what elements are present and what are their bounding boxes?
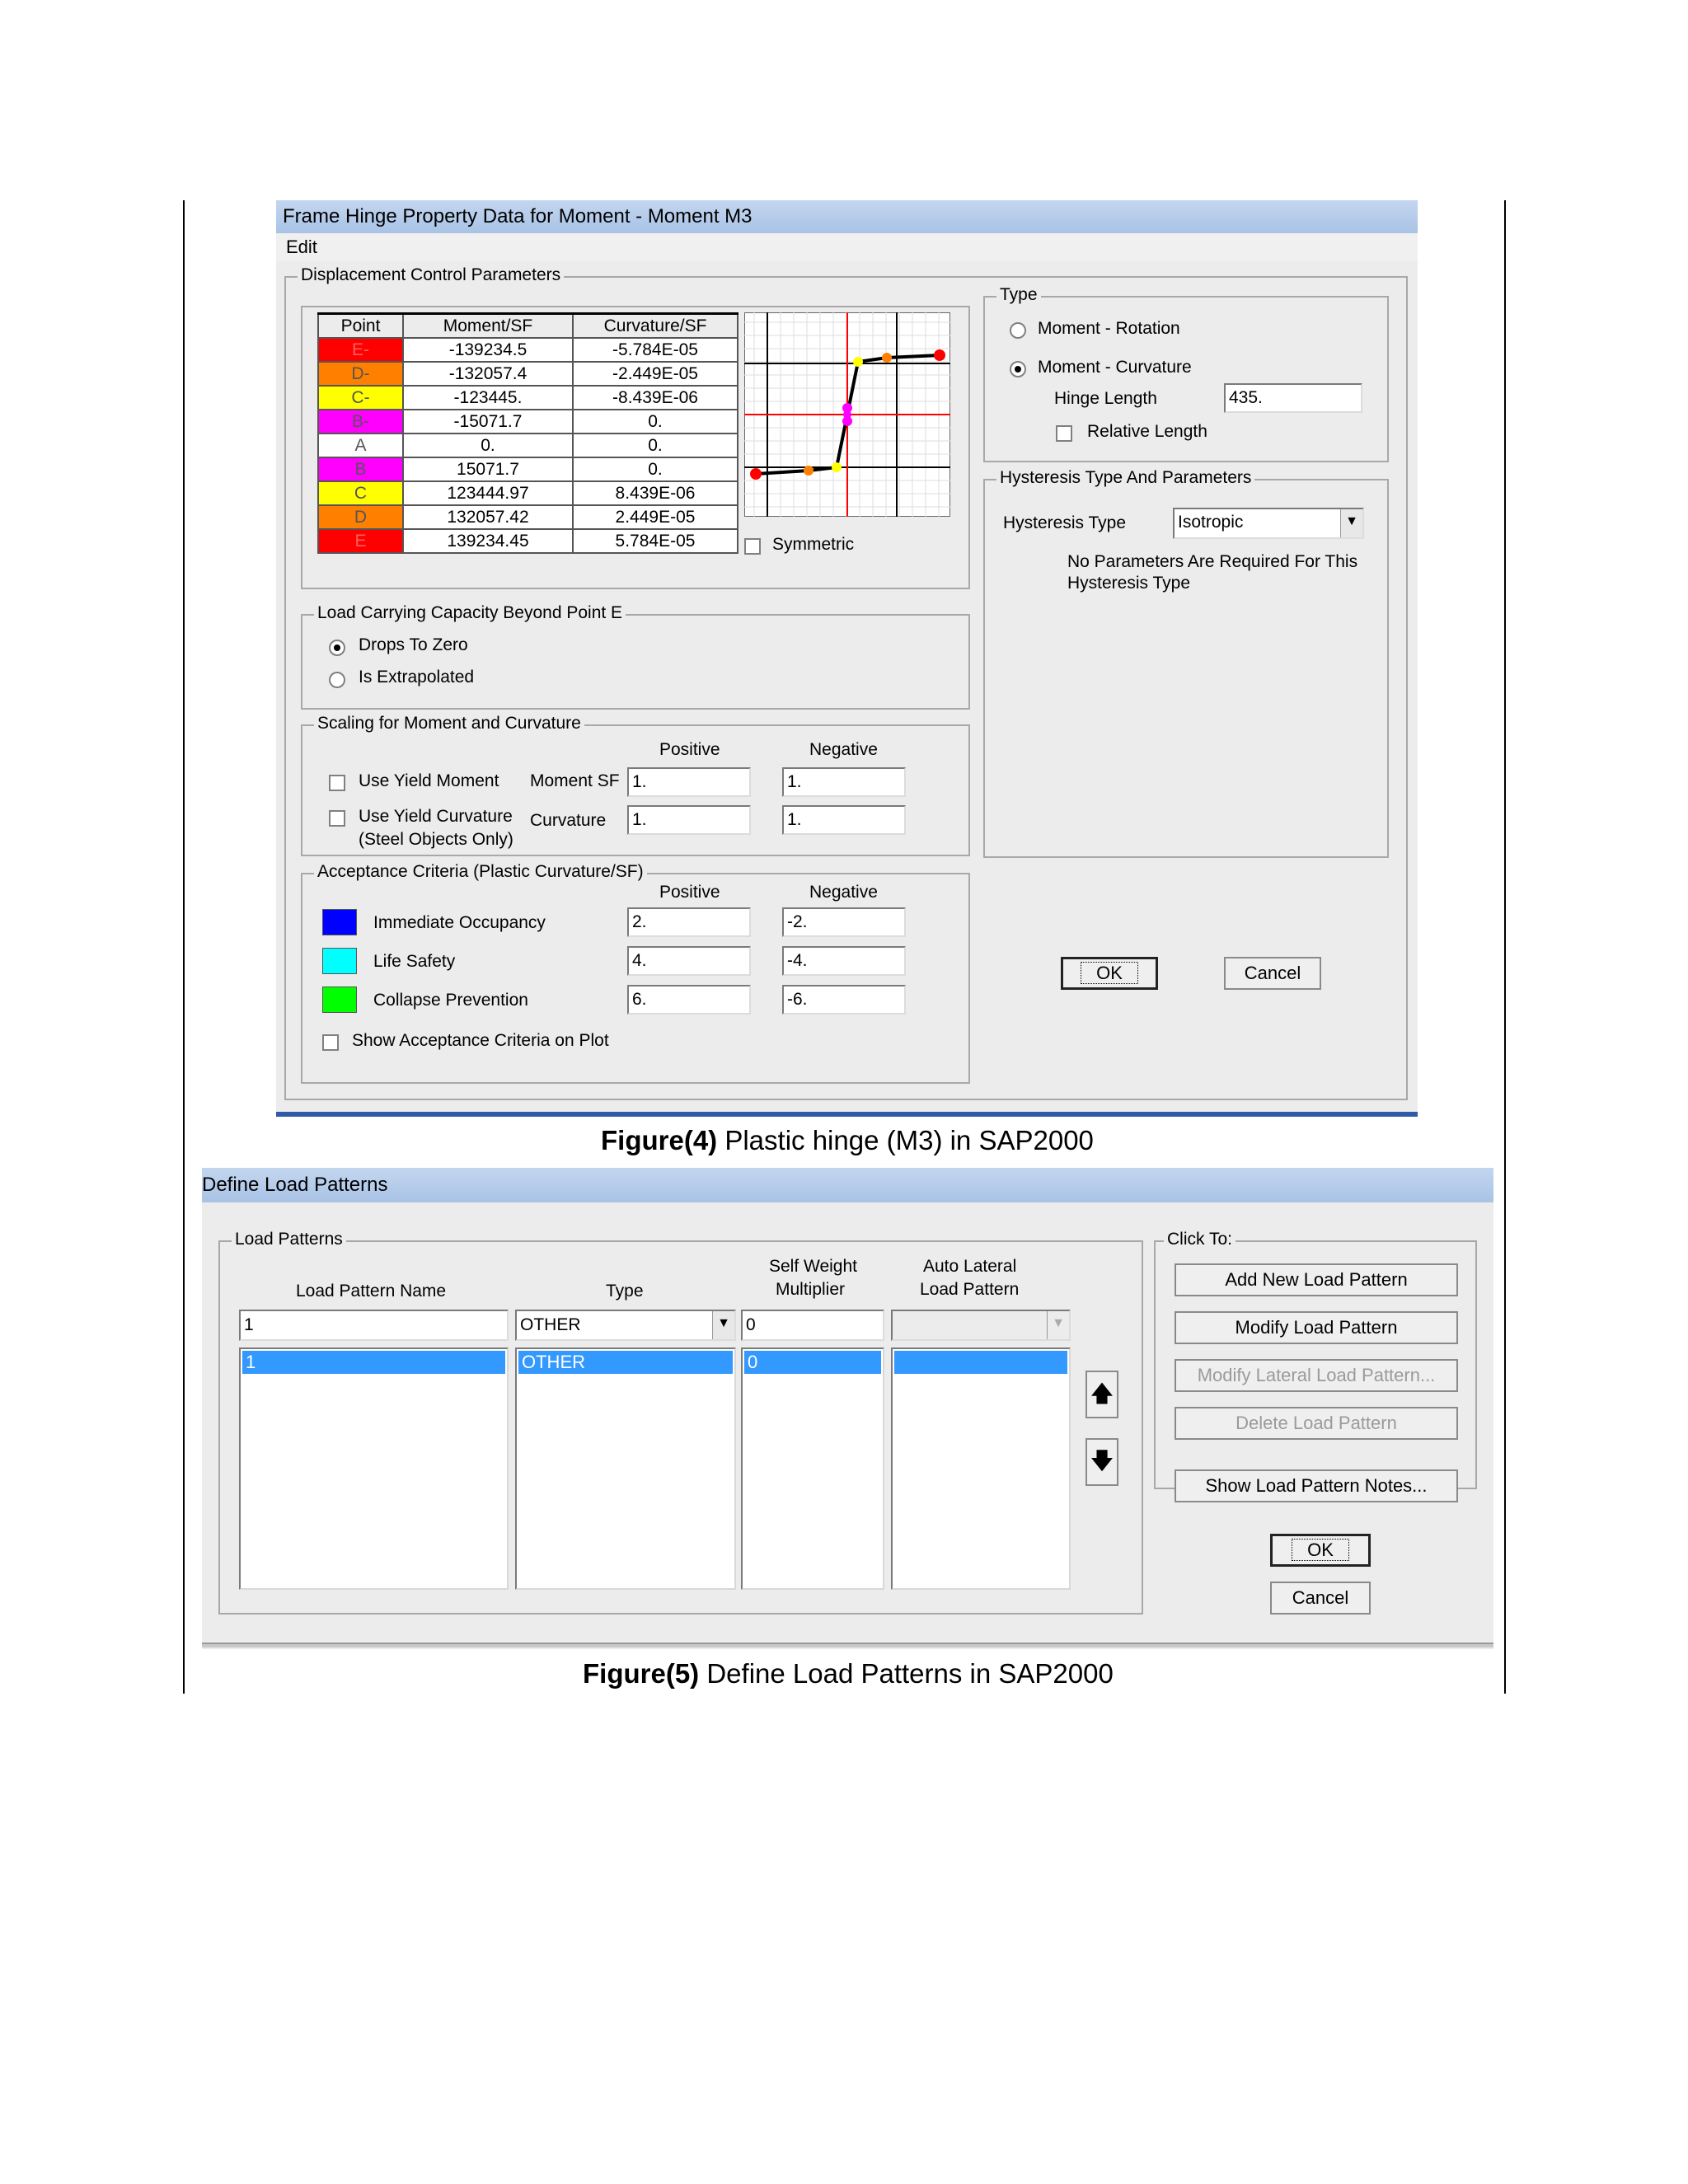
hysteresis-type-label: Hysteresis Type bbox=[1003, 513, 1126, 532]
show-acceptance-label: Show Acceptance Criteria on Plot bbox=[352, 1031, 609, 1050]
hinge-table-cell-moment[interactable]: -123445. bbox=[403, 386, 573, 410]
arrow-down-icon: 🡇 bbox=[1090, 1448, 1114, 1474]
move-down-button[interactable] bbox=[1085, 1438, 1118, 1486]
hinge-table-cell-curvature[interactable]: 2.449E-05 bbox=[573, 505, 738, 529]
hysteresis-type-value: Isotropic bbox=[1178, 513, 1244, 532]
use-yield-moment-label: Use Yield Moment bbox=[359, 771, 499, 790]
is-extrapolated-label: Is Extrapolated bbox=[359, 668, 475, 687]
point-e-neg-marker bbox=[750, 468, 762, 480]
hinge-property-dialog bbox=[276, 200, 1418, 1117]
point-d-neg-marker bbox=[804, 466, 814, 476]
hinge-table-cell-curvature[interactable]: -2.449E-05 bbox=[573, 362, 738, 386]
list-item-type[interactable]: OTHER bbox=[518, 1351, 733, 1374]
hinge-table-cell-moment[interactable]: 123444.97 bbox=[403, 481, 573, 505]
load-patterns-bottom-line bbox=[202, 1643, 1493, 1647]
cancel-button[interactable] bbox=[1224, 957, 1321, 990]
point-c-neg-marker bbox=[832, 462, 842, 472]
hinge-table-cell-point[interactable]: C- bbox=[318, 386, 403, 410]
arrow-up-icon: 🡅 bbox=[1090, 1380, 1114, 1406]
load-patterns-cancel-button[interactable] bbox=[1270, 1582, 1371, 1615]
moment-rotation-radio[interactable] bbox=[1010, 322, 1026, 339]
life-safety-label: Life Safety bbox=[373, 952, 456, 971]
show-acceptance-checkbox[interactable] bbox=[322, 1034, 339, 1051]
cp-positive-input[interactable]: 6. bbox=[627, 985, 751, 1015]
load-pattern-name-input[interactable]: 1 bbox=[239, 1310, 509, 1341]
self-weight-multiplier-input[interactable]: 0 bbox=[741, 1310, 884, 1341]
window-title: Frame Hinge Property Data for Moment - Moment M3 bbox=[276, 200, 1418, 233]
use-yield-curvature-label: Use Yield Curvature bbox=[359, 807, 513, 826]
moment-curvature-label: Moment - Curvature bbox=[1038, 358, 1192, 377]
curvature-sf-positive-input[interactable]: 1. bbox=[627, 805, 751, 835]
steel-only-label: (Steel Objects Only) bbox=[359, 830, 513, 849]
point-b-marker bbox=[842, 403, 852, 413]
right-border-line bbox=[1504, 200, 1506, 1694]
acceptance-criteria-group bbox=[301, 862, 970, 1084]
add-new-load-pattern-button[interactable]: Add New Load Pattern bbox=[1175, 1263, 1458, 1296]
hysteresis-note-line1: No Parameters Are Required For This bbox=[1067, 552, 1358, 571]
hinge-table-row[interactable] bbox=[318, 410, 738, 434]
load-pattern-type-select[interactable] bbox=[515, 1310, 736, 1341]
relative-length-checkbox[interactable] bbox=[1056, 425, 1072, 442]
use-yield-moment-checkbox[interactable] bbox=[329, 775, 345, 791]
ls-positive-input[interactable]: 4. bbox=[627, 946, 751, 976]
menu-edit[interactable]: Edit bbox=[276, 233, 1418, 261]
hinge-table-cell-moment[interactable]: -132057.4 bbox=[403, 362, 573, 386]
hinge-table-cell-point[interactable]: E- bbox=[318, 338, 403, 362]
hinge-points-table[interactable] bbox=[317, 312, 738, 554]
symmetric-label: Symmetric bbox=[772, 535, 855, 554]
ok-button[interactable] bbox=[1061, 957, 1158, 990]
is-extrapolated-radio[interactable] bbox=[329, 672, 345, 688]
moment-sf-positive-input[interactable]: 1. bbox=[627, 767, 751, 797]
hinge-table-cell-curvature[interactable]: 5.784E-05 bbox=[573, 529, 738, 553]
hinge-table-cell-point[interactable]: B- bbox=[318, 410, 403, 434]
hinge-table-cell-point[interactable]: C bbox=[318, 481, 403, 505]
hinge-table-row[interactable] bbox=[318, 457, 738, 481]
use-yield-curvature-checkbox[interactable] bbox=[329, 810, 345, 827]
hinge-table-header-cell: Moment/SF bbox=[403, 314, 573, 339]
hinge-table-header-cell: Curvature/SF bbox=[573, 314, 738, 339]
hinge-table-row[interactable] bbox=[318, 338, 738, 362]
figure5-caption-number: Figure(5) bbox=[583, 1658, 700, 1689]
load-pattern-type-value: OTHER bbox=[520, 1315, 581, 1334]
load-patterns-cancel-label: Cancel bbox=[1292, 1587, 1349, 1608]
hinge-table-cell-moment[interactable]: 132057.42 bbox=[403, 505, 573, 529]
hinge-table-cell-curvature[interactable]: 0. bbox=[573, 410, 738, 434]
col-self-weight-header-line2: Multiplier bbox=[776, 1280, 846, 1299]
hinge-table-row[interactable] bbox=[318, 529, 738, 553]
load-capacity-title: Load Carrying Capacity Beyond Point E bbox=[314, 603, 626, 623]
hinge-table-row[interactable] bbox=[318, 434, 738, 457]
point-c-marker bbox=[853, 357, 863, 367]
displacement-group-title: Displacement Control Parameters bbox=[298, 265, 564, 285]
ok-button-label: OK bbox=[1081, 963, 1137, 983]
hinge-table-cell-curvature[interactable]: 0. bbox=[573, 457, 738, 481]
show-load-pattern-notes-button[interactable]: Show Load Pattern Notes... bbox=[1175, 1469, 1458, 1502]
hinge-table-cell-moment[interactable]: -15071.7 bbox=[403, 410, 573, 434]
figure4-caption-text: Plastic hinge (M3) in SAP2000 bbox=[717, 1125, 1094, 1155]
symmetric-checkbox[interactable] bbox=[744, 538, 761, 555]
hinge-length-label: Hinge Length bbox=[1054, 389, 1157, 408]
scaling-positive-header: Positive bbox=[659, 740, 720, 759]
hinge-table-cell-point[interactable]: D bbox=[318, 505, 403, 529]
collapse-prevention-label: Collapse Prevention bbox=[373, 991, 528, 1010]
acceptance-title: Acceptance Criteria (Plastic Curvature/SF) bbox=[314, 862, 647, 882]
life-safety-color-swatch[interactable] bbox=[322, 948, 357, 974]
col-self-weight-header-line1: Self Weight bbox=[769, 1257, 857, 1276]
drops-to-zero-label: Drops To Zero bbox=[359, 635, 468, 654]
col-auto-lateral-header-line2: Load Pattern bbox=[920, 1280, 1020, 1299]
point-e-marker bbox=[934, 349, 945, 361]
acceptance-positive-header: Positive bbox=[659, 883, 720, 902]
hinge-table-cell-moment[interactable]: 0. bbox=[403, 434, 573, 457]
list-item-name[interactable]: 1 bbox=[242, 1351, 505, 1374]
type-title: Type bbox=[996, 285, 1041, 305]
collapse-prevention-color-swatch[interactable] bbox=[322, 987, 357, 1013]
figure4-caption bbox=[601, 1125, 1094, 1156]
hysteresis-type-select[interactable] bbox=[1173, 508, 1364, 539]
list-column-self-weight[interactable] bbox=[741, 1347, 884, 1590]
col-auto-lateral-header-line1: Auto Lateral bbox=[923, 1257, 1017, 1276]
hinge-table-cell-curvature[interactable]: 0. bbox=[573, 434, 738, 457]
ls-negative-input[interactable]: -4. bbox=[782, 946, 906, 976]
hinge-table-cell-point[interactable]: E bbox=[318, 529, 403, 553]
click-to-title: Click To: bbox=[1164, 1230, 1236, 1249]
drops-to-zero-radio[interactable] bbox=[329, 640, 345, 656]
hinge-table-cell-moment[interactable]: -139234.5 bbox=[403, 338, 573, 362]
load-patterns-ok-label: OK bbox=[1292, 1540, 1348, 1560]
relative-length-label: Relative Length bbox=[1087, 422, 1207, 441]
dialog-bottom-bar bbox=[276, 1112, 1418, 1117]
move-up-button[interactable] bbox=[1085, 1371, 1118, 1418]
hinge-table-cell-curvature[interactable]: -8.439E-06 bbox=[573, 386, 738, 410]
scaling-title: Scaling for Moment and Curvature bbox=[314, 714, 584, 733]
moment-curvature-radio[interactable] bbox=[1010, 361, 1026, 377]
hysteresis-title: Hysteresis Type And Parameters bbox=[996, 468, 1254, 488]
list-item-self-weight[interactable]: 0 bbox=[744, 1351, 881, 1374]
hinge-table-row[interactable] bbox=[318, 362, 738, 386]
curvature-sf-label: Curvature bbox=[530, 811, 607, 830]
cancel-button-label: Cancel bbox=[1244, 963, 1301, 983]
curvature-sf-negative-input[interactable]: 1. bbox=[782, 805, 906, 835]
hinge-curve-plot bbox=[744, 312, 950, 517]
auto-lateral-load-select[interactable] bbox=[891, 1310, 1071, 1341]
modify-lateral-load-pattern-button[interactable]: Modify Lateral Load Pattern... bbox=[1175, 1359, 1458, 1392]
define-load-patterns-dialog bbox=[202, 1168, 1493, 1649]
io-positive-input[interactable]: 2. bbox=[627, 907, 751, 937]
hinge-table-cell-moment[interactable]: 139234.45 bbox=[403, 529, 573, 553]
hinge-table-row[interactable] bbox=[318, 481, 738, 505]
moment-sf-label: Moment SF bbox=[530, 771, 620, 790]
load-patterns-ok-button[interactable] bbox=[1270, 1534, 1371, 1567]
col-type-header: Type bbox=[606, 1282, 644, 1301]
immediate-occupancy-color-swatch[interactable] bbox=[322, 909, 357, 935]
point-d-marker bbox=[882, 353, 892, 363]
figure5-caption bbox=[583, 1658, 1114, 1690]
figure5-caption-text: Define Load Patterns in SAP2000 bbox=[699, 1658, 1114, 1689]
hinge-table-cell-point[interactable]: A bbox=[318, 434, 403, 457]
hinge-table-header-row bbox=[318, 314, 738, 339]
chevron-down-icon[interactable]: ▼ bbox=[1340, 509, 1362, 537]
io-negative-input[interactable]: -2. bbox=[782, 907, 906, 937]
hinge-table-cell-point[interactable]: D- bbox=[318, 362, 403, 386]
load-patterns-window-title: Define Load Patterns bbox=[202, 1168, 1493, 1202]
load-patterns-title: Load Patterns bbox=[232, 1230, 346, 1249]
list-column-auto-lateral[interactable] bbox=[891, 1347, 1071, 1590]
hinge-table-row[interactable] bbox=[318, 386, 738, 410]
hinge-table-cell-moment[interactable]: 15071.7 bbox=[403, 457, 573, 481]
hinge-table-cell-curvature[interactable]: 8.439E-06 bbox=[573, 481, 738, 505]
delete-load-pattern-button[interactable]: Delete Load Pattern bbox=[1175, 1407, 1458, 1440]
hinge-table-cell-curvature[interactable]: -5.784E-05 bbox=[573, 338, 738, 362]
moment-sf-negative-input[interactable]: 1. bbox=[782, 767, 906, 797]
list-column-type[interactable] bbox=[515, 1347, 736, 1590]
hinge-table-cell-point[interactable]: B bbox=[318, 457, 403, 481]
modify-load-pattern-button[interactable]: Modify Load Pattern bbox=[1175, 1311, 1458, 1344]
hinge-table-row[interactable] bbox=[318, 505, 738, 529]
cp-negative-input[interactable]: -6. bbox=[782, 985, 906, 1015]
chevron-down-icon[interactable]: ▼ bbox=[1047, 1311, 1069, 1339]
left-border-line bbox=[183, 200, 185, 1694]
moment-rotation-label: Moment - Rotation bbox=[1038, 319, 1180, 338]
list-item-auto-lateral[interactable] bbox=[894, 1351, 1067, 1374]
immediate-occupancy-label: Immediate Occupancy bbox=[373, 913, 546, 932]
figure4-caption-number: Figure(4) bbox=[601, 1125, 718, 1155]
load-capacity-group bbox=[301, 603, 970, 710]
list-column-name[interactable] bbox=[239, 1347, 509, 1590]
chevron-down-icon[interactable]: ▼ bbox=[712, 1311, 734, 1339]
hysteresis-note-line2: Hysteresis Type bbox=[1067, 574, 1190, 593]
acceptance-negative-header: Negative bbox=[809, 883, 878, 902]
col-load-pattern-name-header: Load Pattern Name bbox=[296, 1282, 447, 1301]
hinge-table-header-cell: Point bbox=[318, 314, 403, 339]
scaling-negative-header: Negative bbox=[809, 740, 878, 759]
hinge-length-input[interactable]: 435. bbox=[1224, 383, 1362, 413]
